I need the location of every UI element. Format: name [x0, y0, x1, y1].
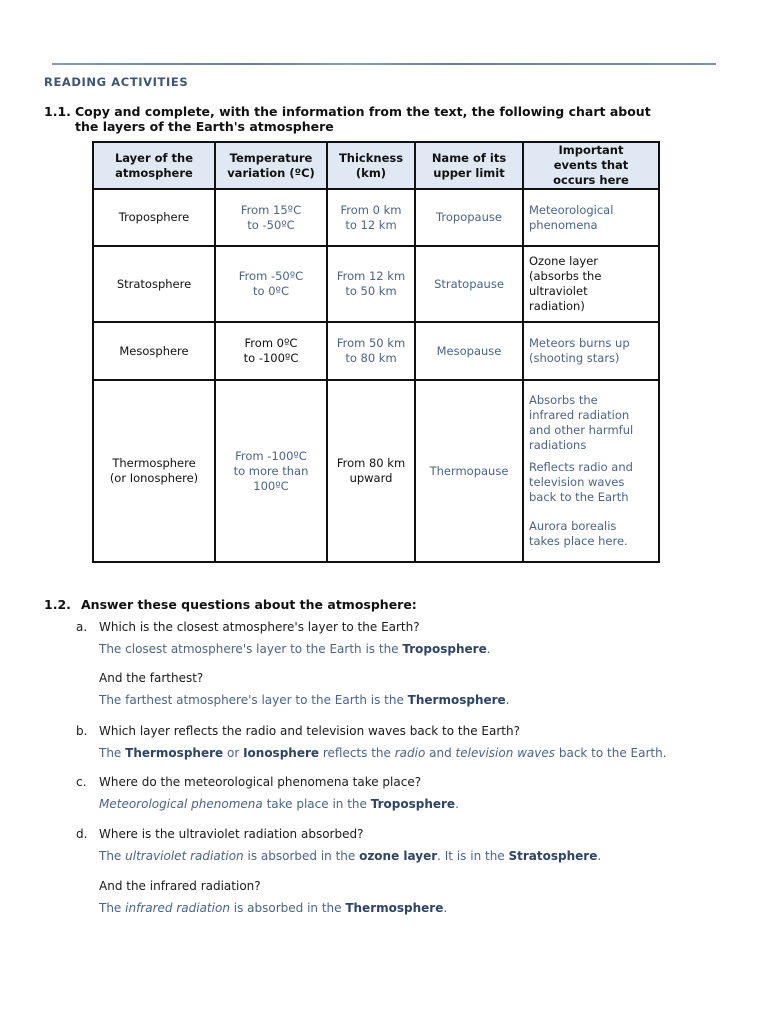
followup-answer-d: The infrared radiation is absorbed in the Thermosphere. [99, 901, 448, 915]
question-text: Which is the closest atmosphere's layer to the Earth? [99, 620, 420, 634]
question-c [76, 775, 422, 789]
question-letter: d. [76, 827, 88, 841]
table-row [93, 380, 659, 562]
question-letter: c. [76, 775, 87, 789]
cell-temperature: From -100ºC to more than 100ºC [215, 380, 327, 562]
instruction-line: the layers of the Earth's atmosphere [75, 119, 334, 134]
cell-temperature: From 15ºC to -50ºC [215, 189, 327, 246]
followup-question-d: And the infrared radiation? [99, 879, 261, 893]
answer-d: The ultraviolet radiation is absorbed in the ozone layer. It is in the Stratosphere. [99, 849, 602, 863]
exercise-number: 1.2. [44, 597, 71, 612]
header-rule [52, 63, 716, 65]
answer-a: The closest atmosphere's layer to the Earth is the Troposphere. [99, 642, 491, 656]
cell-events: Meteorological phenomena [523, 189, 659, 246]
cell-events: Ozone layer (absorbs the ultraviolet radiation) [523, 246, 659, 322]
question-d [76, 827, 364, 841]
cell-upper-limit: Tropopause [415, 189, 523, 246]
cell-temperature: From -50ºC to 0ºC [215, 246, 327, 322]
header-layer: Layer of the atmosphere [93, 142, 215, 189]
followup-question-a: And the farthest? [99, 671, 204, 685]
table-header-row [93, 142, 659, 189]
cell-upper-limit: Thermopause [415, 380, 523, 562]
answer-c: Meteorological phenomena take place in the Troposphere. [99, 797, 459, 811]
cell-layer: Mesosphere [93, 322, 215, 380]
cell-temperature: From 0ºC to -100ºC [215, 322, 327, 380]
cell-layer: Stratosphere [93, 246, 215, 322]
event-item: Absorbs the infrared radiation and other harmful radiations [529, 393, 634, 452]
cell-layer: Thermosphere (or Ionosphere) [93, 380, 215, 562]
cell-layer: Troposphere [93, 189, 215, 246]
cell-thickness: From 50 km to 80 km [327, 322, 415, 380]
question-b [76, 724, 520, 738]
followup-answer-a: The farthest atmosphere's layer to the Earth is the Thermosphere. [99, 693, 510, 707]
cell-upper-limit: Mesopause [415, 322, 523, 380]
section-title: READING ACTIVITIES [44, 75, 189, 89]
event-item: Aurora borealis takes place here. [529, 519, 628, 548]
event-item: Reflects radio and television waves back to the Earth [529, 460, 633, 504]
header-thickness: Thickness (km) [327, 142, 415, 189]
cell-events [523, 380, 659, 562]
table-row [93, 189, 659, 246]
cell-upper-limit: Stratopause [415, 246, 523, 322]
instruction-line: Copy and complete, with the information from the text, the following chart about [75, 104, 651, 119]
question-a [76, 620, 420, 634]
exercise-1-1-instruction [44, 104, 651, 134]
exercise-1-2-title [44, 597, 417, 612]
question-letter: a. [76, 620, 88, 634]
header-upper-limit: Name of its upper limit [415, 142, 523, 189]
header-temperature: Temperature variation (ºC) [215, 142, 327, 189]
table-row [93, 246, 659, 322]
question-letter: b. [76, 724, 88, 738]
question-text: Which layer reflects the radio and television waves back to the Earth? [99, 724, 520, 738]
cell-events: Meteors burns up (shooting stars) [523, 322, 659, 380]
table-row [93, 322, 659, 380]
exercise-number: 1.1. [44, 104, 71, 119]
cell-thickness: From 12 km to 50 km [327, 246, 415, 322]
cell-thickness: From 80 km upward [327, 380, 415, 562]
answer-b: The Thermosphere or Ionosphere reflects the radio and television waves back to the Earth. [99, 746, 667, 760]
question-text: Where is the ultraviolet radiation absorbed? [99, 827, 364, 841]
cell-thickness: From 0 km to 12 km [327, 189, 415, 246]
atmosphere-layers-table [92, 141, 660, 563]
question-text: Where do the meteorological phenomena take place? [99, 775, 422, 789]
exercise-title: Answer these questions about the atmosphere: [81, 597, 417, 612]
header-events: Important events that occurs here [523, 142, 659, 189]
